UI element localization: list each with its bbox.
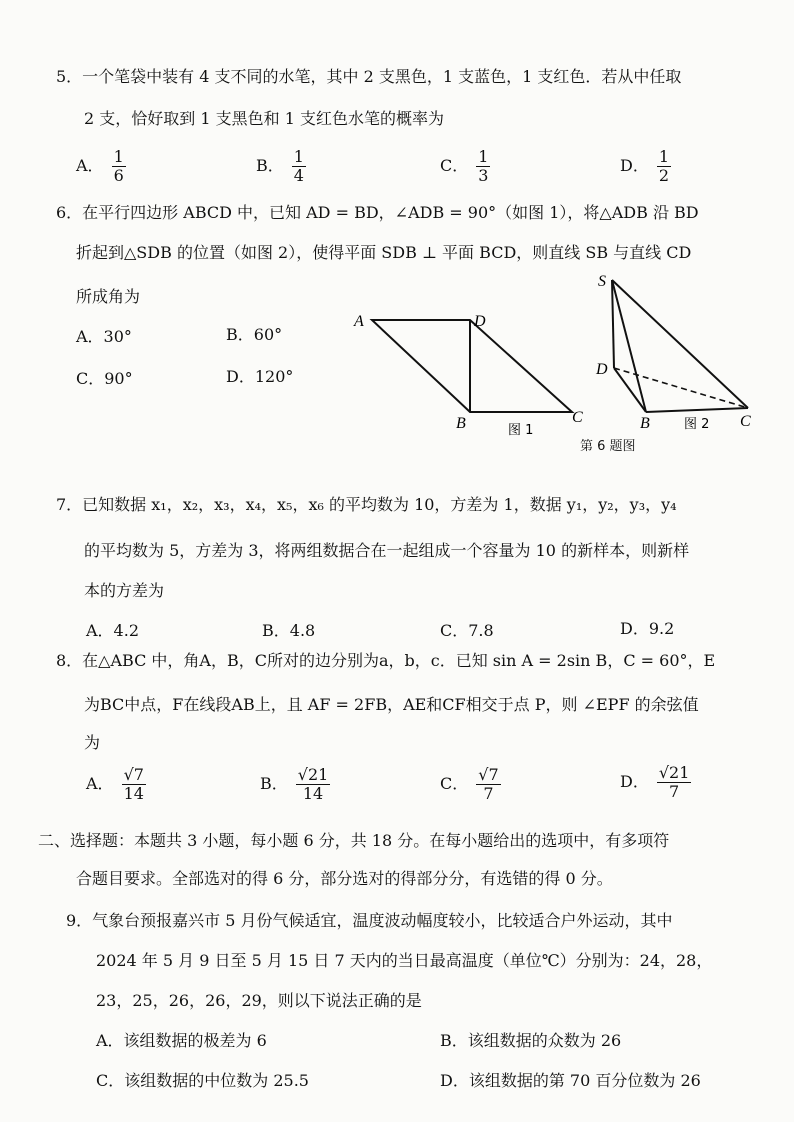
option-label: A．: [76, 156, 104, 175]
q7-option-a: A．4.2: [86, 621, 140, 640]
q8-line2: 为BC中点，F在线段AB上，且 AF = 2FB，AE和CF相交于点 P，则 ∠EPF 的余弦值: [84, 695, 699, 714]
q5-option-b: [256, 148, 306, 185]
option-label: D．: [620, 156, 649, 175]
q6-line3: 所成角为: [76, 287, 141, 306]
q5-line2: 2 支，恰好取到 1 支黑色和 1 支红色水笔的概率为: [84, 109, 444, 128]
q9-option-d: D．该组数据的第 70 百分位数为 26: [440, 1071, 701, 1090]
fig1-caption: 图 1: [508, 423, 534, 438]
segment-sc: [612, 280, 748, 408]
fraction: $\frac{√21}{14}$: [297, 765, 329, 803]
q8-option-d: D． $\frac{√21}{7}$: [620, 763, 690, 801]
q5-option-c: [440, 148, 490, 185]
q6-option-b: B．60°: [226, 325, 283, 344]
q7-option-d: D．9.2: [620, 619, 675, 638]
q6-figure-title: 第 6 题图: [580, 439, 636, 454]
q9-option-a: A．该组数据的极差为 6: [96, 1031, 267, 1050]
fraction: $\frac{1}{4}$: [293, 147, 304, 185]
fraction: $\frac{1}{6}$: [113, 147, 124, 185]
q7-line1: 7．已知数据 x₁，x₂，x₃，x₄，x₅，x₆ 的平均数为 10，方差为 1，数据 y₁，y₂，y₃，y₄: [56, 495, 677, 514]
q8-option-b: B． $\frac{√21}{14}$: [260, 765, 329, 803]
segment-sb: [612, 280, 646, 412]
q5-option-a: [76, 148, 126, 185]
q9-option-b: B．该组数据的众数为 26: [440, 1031, 622, 1050]
q5-line1: 5．一个笔袋中装有 4 支不同的水笔，其中 2 支黑色，1 支蓝色，1 支红色．若从中任取: [56, 67, 682, 86]
option-label: B．: [256, 156, 284, 175]
q9-line2: 2024 年 5 月 9 日至 5 月 15 日 7 天内的当日最高温度（单位℃）分别为：24，28，: [96, 951, 713, 970]
q7-option-b: B．4.8: [262, 621, 316, 640]
q7-option-c: C．7.8: [440, 621, 494, 640]
q7-line2: 的平均数为 5，方差为 3，将两组数据合在一起组成一个容量为 10 的新样本，则新样: [84, 541, 690, 560]
q8-option-c: C． $\frac{√7}{7}$: [440, 765, 499, 803]
fig2-label-b: B: [640, 415, 650, 432]
fig2-label-c: C: [740, 413, 751, 430]
parallelogram-abcd: [372, 320, 572, 412]
q6-line2: 折起到△SDB 的位置（如图 2），使得平面 SDB ⊥ 平面 BCD，则直线 SB 与直线 CD: [76, 243, 692, 262]
fraction: $\frac{√7}{14}$: [123, 765, 144, 803]
fig1-label-a: A: [354, 313, 364, 330]
option-label: C．: [440, 156, 469, 175]
q8-line3: 为: [84, 733, 101, 752]
q6-option-c: C．90°: [76, 369, 133, 388]
q7-line3: 本的方差为: [84, 581, 165, 600]
q6-line1: 6．在平行四边形 ABCD 中，已知 AD = BD，∠ADB = 90°（如图 1），将△ADB 沿 BD: [56, 203, 699, 222]
section2-line1: 二、选择题：本题共 3 小题，每小题 6 分，共 18 分。在每小题给出的选项中，有多项符: [38, 831, 670, 850]
fig1-label-c: C: [572, 409, 583, 426]
fraction: $\frac{1}{3}$: [478, 147, 489, 185]
figure-2: [590, 268, 770, 436]
q6-option-a: A．30°: [76, 327, 132, 346]
q8-option-a: A． $\frac{√7}{14}$: [86, 765, 144, 803]
fig2-label-d: D: [596, 361, 608, 378]
q6-option-d: D．120°: [226, 367, 294, 386]
fig1-label-b: B: [456, 415, 466, 432]
fig1-label-d: D: [474, 313, 486, 330]
q9-line3: 23，25，26，26，29，则以下说法正确的是: [96, 991, 422, 1010]
fraction: $\frac{√7}{7}$: [478, 765, 499, 803]
fig2-label-s: S: [598, 273, 606, 290]
section2-line2: 合题目要求。全部选对的得 6 分，部分选对的得部分分，有选错的得 0 分。: [76, 869, 613, 888]
fraction: $\frac{√21}{7}$: [658, 763, 690, 801]
q5-option-d: [620, 148, 671, 185]
q8-line1: 8．在△ABC 中，角A，B，C所对的边分别为a，b，c．已知 sin A = 2sin B，C = 60°，E: [56, 651, 716, 670]
q9-line1: 9．气象台预报嘉兴市 5 月份气候适宜，温度波动幅度较小，比较适合户外运动，其中: [66, 911, 673, 930]
figure-1: [350, 308, 590, 438]
fig2-caption: 图 2: [684, 417, 710, 432]
segment-bc: [646, 408, 748, 412]
fraction: $\frac{1}{2}$: [658, 147, 670, 185]
q9-option-c: C．该组数据的中位数为 25.5: [96, 1071, 309, 1090]
segment-sd: [612, 280, 614, 368]
